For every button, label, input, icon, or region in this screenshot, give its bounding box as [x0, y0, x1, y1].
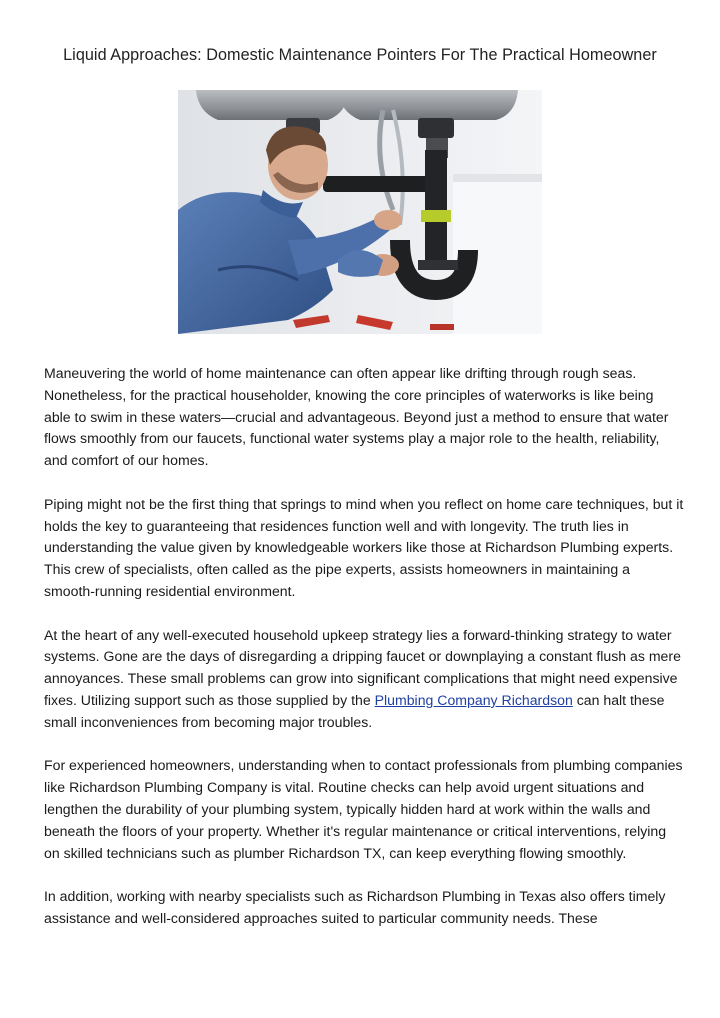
- article-body: [44, 363, 684, 952]
- paragraph-3-text-after: can halt these small inconveniences from becoming major troubles.: [44, 691, 665, 730]
- paragraph-5: In addition, working with nearby specialists such as Richardson Plumbing in Texas also offers timely assistance and well-considered approaches suited to particular community needs. These: [44, 888, 666, 926]
- page-title: Liquid Approaches: Domestic Maintenance Pointers For The Practical Homeowner: [63, 46, 657, 64]
- paragraph-3: [44, 625, 684, 734]
- paragraph-2: Piping might not be the first thing that springs to mind when you reflect on home care techniques, but it holds the key to guaranteeing that residences function well and with longevity. The truth lies in understanding the value given by knowledgeable workers like those at Richardson Plumbing experts. This crew of specialists, often called as the pipe experts, assists homeowners in maintaining a smooth-running residential environment.: [44, 495, 684, 599]
- paragraph-4: For experienced homeowners, understanding when to contact professionals from plumbing companies like Richardson Plumbing Company is vital. Routine checks can help avoid urgent situations and lengthen the durability of your plumbing system, typically hidden hard at work within the walls and beneath the floors of your property. Whether it's regular maintenance or critical interventions, relying on skilled technicians such as plumber Richardson TX, can keep everything flowing smoothly.: [44, 757, 683, 861]
- plumber-photo: [178, 90, 542, 334]
- paragraph-3-text-before: At the heart of any well-executed household upkeep strategy lies a forward-thinking strategy to water systems. Gone are the days of disregarding a dripping faucet or downplaying a constant flush as mere annoyances. These small problems can grow into significant complications that might need expensive fixes. Utilizing support such as those supplied by the: [44, 626, 681, 708]
- plumbing-company-richardson-link[interactable]: Plumbing Company Richardson: [374, 691, 573, 708]
- paragraph-1: Maneuvering the world of home maintenance can often appear like drifting through rough seas. Nonetheless, for the practical householder, knowing the core principles of waterworks is like being able to swim in these waters—crucial and advantageous. Beyond just a method to ensure that water flows smoothly from our faucets, functional water systems play a major role to the health, reliability, and comfort of our homes.: [44, 365, 669, 469]
